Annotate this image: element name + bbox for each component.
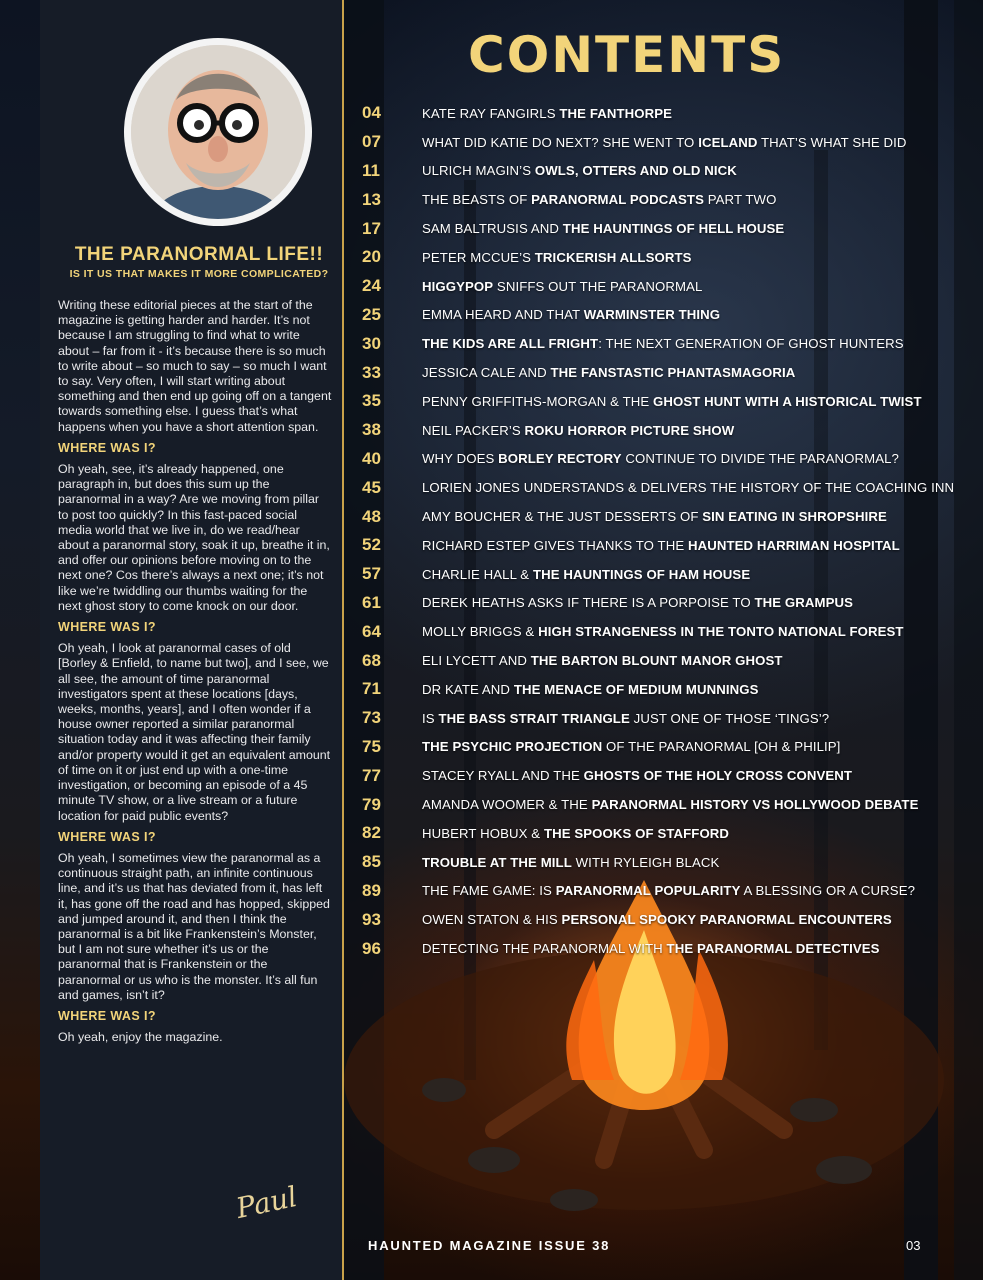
toc-title: OWEN STATON & HIS PERSONAL SPOOKY PARANORMAL ENCOUNTERS bbox=[422, 912, 892, 928]
toc-page-number: 71 bbox=[362, 679, 381, 699]
toc-page-number: 64 bbox=[362, 621, 381, 641]
toc-page-number: 57 bbox=[362, 564, 381, 584]
toc-page-number: 93 bbox=[362, 909, 381, 929]
toc-page-number: 89 bbox=[362, 880, 381, 900]
toc-page-number: 04 bbox=[362, 103, 381, 123]
editorial-sidebar bbox=[40, 0, 344, 1280]
toc-item[interactable] bbox=[362, 387, 962, 416]
section-heading: WHERE WAS I? bbox=[58, 829, 156, 844]
section-heading: WHERE WAS I? bbox=[58, 440, 156, 455]
toc-title: LORIEN JONES UNDERSTANDS & DELIVERS THE HISTORY OF THE COACHING INN bbox=[422, 480, 955, 496]
editorial-title: THE PARANORMAL LIFE!! bbox=[74, 244, 324, 265]
editor-avatar bbox=[124, 38, 312, 226]
toc-page-number: 30 bbox=[362, 333, 381, 353]
toc-item[interactable] bbox=[362, 934, 962, 963]
editor-signature: Paul bbox=[233, 1179, 301, 1226]
toc-page-number: 35 bbox=[362, 391, 381, 411]
toc-title: AMY BOUCHER & THE JUST DESSERTS OF SIN EATING IN SHROPSHIRE bbox=[422, 509, 887, 525]
toc-title: JESSICA CALE AND THE FANSTASTIC PHANTASMAGORIA bbox=[422, 365, 796, 381]
section-text: Oh yeah, I sometimes view the paranormal as a continuous straight path, an infinite continuous line, and it’s us that has deviated from it, has left it, has gone off the road and has hopped, skipped and jumped around it, and then I think the paranormal is a bit like Frankenstein’s Monster, but I am not sure whether it’s us or the paranormal that is Frankenstein or the paranormal or us who is the monster. It’s all fun and games, isn’t it? bbox=[58, 850, 330, 1002]
toc-title: THE PSYCHIC PROJECTION OF THE PARANORMAL [OH & PHILIP] bbox=[422, 739, 841, 755]
toc-item[interactable] bbox=[362, 301, 962, 330]
toc-title: EMMA HEARD AND THAT WARMINSTER THING bbox=[422, 307, 721, 323]
toc-page-number: 33 bbox=[362, 362, 381, 382]
editorial-body bbox=[58, 298, 332, 1051]
toc-title: WHAT DID KATIE DO NEXT? SHE WENT TO ICELAND THAT’S WHAT SHE DID bbox=[422, 134, 907, 150]
toc-page-number: 96 bbox=[362, 938, 381, 958]
toc-page-number: 79 bbox=[362, 794, 381, 814]
toc-title: DEREK HEATHS ASKS IF THERE IS A PORPOISE TO THE GRAMPUS bbox=[422, 595, 854, 611]
toc-item[interactable] bbox=[362, 473, 962, 502]
toc-title: DETECTING THE PARANORMAL WITH THE PARANORMAL DETECTIVES bbox=[422, 941, 880, 956]
toc-title: STACEY RYALL AND THE GHOSTS OF THE HOLY CROSS CONVENT bbox=[422, 768, 853, 784]
toc-page-number: 75 bbox=[362, 736, 381, 756]
toc-title: DR KATE AND THE MENACE OF MEDIUM MUNNINGS bbox=[422, 681, 759, 697]
toc-page-number: 24 bbox=[362, 276, 381, 296]
footer-publication: HAUNTED MAGAZINE ISSUE 38 bbox=[368, 1238, 611, 1253]
toc-title: HUBERT HOBUX & THE SPOOKS OF STAFFORD bbox=[422, 825, 730, 841]
toc-title: THE BEASTS OF PARANORMAL PODCASTS PART TWO bbox=[422, 192, 777, 208]
toc-item[interactable] bbox=[362, 214, 962, 243]
toc-item[interactable] bbox=[362, 560, 962, 589]
toc-item[interactable] bbox=[362, 877, 962, 906]
toc-item[interactable] bbox=[362, 761, 962, 790]
toc-item[interactable] bbox=[362, 502, 962, 531]
toc-item[interactable] bbox=[362, 675, 962, 704]
toc-page-number: 20 bbox=[362, 247, 381, 267]
toc-item[interactable] bbox=[362, 243, 962, 272]
section-heading: WHERE WAS I? bbox=[58, 1008, 156, 1023]
toc-item[interactable] bbox=[362, 128, 962, 157]
toc-title: IS THE BASS STRAIT TRIANGLE JUST ONE OF THOSE ‘TINGS’? bbox=[422, 710, 830, 726]
toc-title: CHARLIE HALL & THE HAUNTINGS OF HAM HOUSE bbox=[422, 566, 751, 582]
toc-title: AMANDA WOOMER & THE PARANORMAL HISTORY VS HOLLYWOOD DEBATE bbox=[422, 797, 919, 813]
toc-item[interactable] bbox=[362, 531, 962, 560]
toc-page-number: 52 bbox=[362, 535, 381, 555]
toc-item[interactable] bbox=[362, 848, 962, 877]
toc-item[interactable] bbox=[362, 790, 962, 819]
toc-page-number: 48 bbox=[362, 506, 381, 526]
footer-page-number: 03 bbox=[906, 1238, 921, 1253]
toc-item[interactable] bbox=[362, 272, 962, 301]
toc-item[interactable] bbox=[362, 819, 962, 848]
toc-item[interactable] bbox=[362, 416, 962, 445]
toc-page-number: 17 bbox=[362, 218, 381, 238]
toc-item[interactable] bbox=[362, 617, 962, 646]
toc-item[interactable] bbox=[362, 185, 962, 214]
toc-page-number: 82 bbox=[362, 823, 381, 843]
section-text: Oh yeah, I look at paranormal cases of old [Borley & Enfield, to name but two], and I see, we all see, the amount of time paranormal investigators spent at these locations [days, weeks, months, years], and I often wonder if a house owner reported a similar paranormal situation today and it was affecting their family and/or property would it get an equivalent amount of time on it or just end up with a one-time investigation, or becoming an episode of a 45 minute TV show, or a live stream or a future location for paid public events? bbox=[58, 641, 331, 823]
toc-title: MOLLY BRIGGS & HIGH STRANGENESS IN THE TONTO NATIONAL FOREST bbox=[422, 624, 904, 640]
toc-page-number: 07 bbox=[362, 132, 381, 152]
toc-page-number: 45 bbox=[362, 477, 381, 497]
toc-item[interactable] bbox=[362, 905, 962, 934]
toc-item[interactable] bbox=[362, 733, 962, 762]
toc-item[interactable] bbox=[362, 704, 962, 733]
toc-page-number: 77 bbox=[362, 765, 381, 785]
section-text: Oh yeah, see, it’s already happened, one paragraph in, but does this sum up the paranormal in a way? Are we moving from pillar to post too quickly? In this fast-paced social media world that we live in, do we read/hear about a paranormal story, soak it up, breathe it in, and offer our opinions before moving on to the next one? Cos there’s always a next one; it’s not like we’re twiddling our thumbs waiting for the next ghost story to come knock on our door. bbox=[58, 462, 330, 613]
toc-title: THE FAME GAME: IS PARANORMAL POPULARITY A BLESSING OR A CURSE? bbox=[422, 883, 916, 899]
toc-title: ULRICH MAGIN’S OWLS, OTTERS AND OLD NICK bbox=[422, 163, 737, 179]
toc-page-number: 11 bbox=[362, 160, 380, 180]
toc-title: KATE RAY FANGIRLS THE FANTHORPE bbox=[422, 105, 673, 121]
toc-page-number: 68 bbox=[362, 650, 381, 670]
toc-title: SAM BALTRUSIS AND THE HAUNTINGS OF HELL HOUSE bbox=[422, 221, 785, 237]
toc-title: ELI LYCETT AND THE BARTON BLOUNT MANOR GHOST bbox=[422, 653, 783, 669]
section-text: Oh yeah, enjoy the magazine. bbox=[58, 1030, 223, 1045]
contents-list bbox=[362, 99, 962, 963]
toc-title: HIGGYPOP SNIFFS OUT THE PARANORMAL bbox=[422, 278, 703, 294]
toc-page-number: 85 bbox=[362, 852, 381, 872]
toc-item[interactable] bbox=[362, 445, 962, 474]
section-heading: WHERE WAS I? bbox=[58, 620, 156, 635]
toc-page-number: 13 bbox=[362, 189, 381, 209]
toc-title: WHY DOES BORLEY RECTORY CONTINUE TO DIVIDE THE PARANORMAL? bbox=[422, 451, 899, 467]
toc-item[interactable] bbox=[362, 589, 962, 618]
toc-item[interactable] bbox=[362, 157, 962, 186]
toc-item[interactable] bbox=[362, 646, 962, 675]
toc-page-number: 73 bbox=[362, 708, 381, 728]
toc-page-number: 61 bbox=[362, 592, 381, 612]
toc-item[interactable] bbox=[362, 329, 962, 358]
toc-item[interactable] bbox=[362, 99, 962, 128]
toc-title: PENNY GRIFFITHS-MORGAN & THE GHOST HUNT WITH A HISTORICAL TWIST bbox=[422, 393, 922, 409]
toc-page-number: 40 bbox=[362, 448, 381, 468]
toc-title: PETER MCCUE’S TRICKERISH ALLSORTS bbox=[422, 249, 692, 265]
toc-title: TROUBLE AT THE MILL WITH RYLEIGH BLACK bbox=[422, 854, 720, 870]
toc-item[interactable] bbox=[362, 358, 962, 387]
toc-page-number: 25 bbox=[362, 304, 381, 324]
toc-title: NEIL PACKER’S ROKU HORROR PICTURE SHOW bbox=[422, 422, 735, 438]
toc-page-number: 38 bbox=[362, 420, 381, 440]
toc-title: RICHARD ESTEP GIVES THANKS TO THE HAUNTED HARRIMAN HOSPITAL bbox=[422, 537, 900, 553]
contents-title: CONTENTS bbox=[468, 26, 786, 84]
editorial-subtitle: IS IT US THAT MAKES IT MORE COMPLICATED? bbox=[69, 268, 329, 280]
toc-title: THE KIDS ARE ALL FRIGHT: THE NEXT GENERATION OF GHOST HUNTERS bbox=[422, 336, 904, 352]
editorial-intro: Writing these editorial pieces at the start of the magazine is getting harder and harder. It’s not because I am struggling to find what to write about – far from it - it’s because there is so much to write about – so much to say – so much I want to say. Very often, I will start writing about something and then end up going off on a tangent towards something else. I guess that’s what happens when you have a short attention span. bbox=[58, 298, 332, 434]
